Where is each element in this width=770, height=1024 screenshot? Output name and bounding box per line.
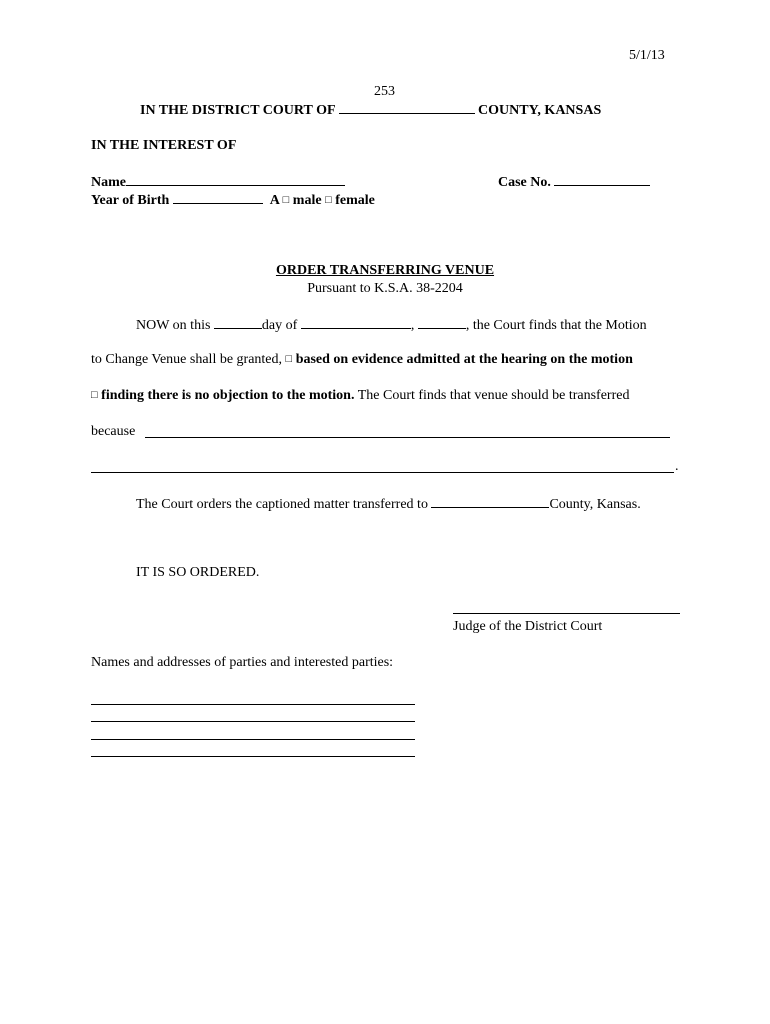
month-blank[interactable] [301,316,411,329]
parties-label: Names and addresses of parties and interested parties: [91,655,394,670]
judge-signature-line[interactable] [453,613,680,614]
parties-line[interactable] [91,704,415,705]
interest-of-label: IN THE INTEREST OF [91,138,237,153]
court-finds: , the Court finds that the Motion [465,318,647,333]
yob-blank[interactable] [173,191,263,204]
female-checkbox[interactable]: □ [325,194,332,206]
name-blank[interactable] [126,173,345,186]
day-of: day of [261,318,298,333]
parties-line[interactable] [91,721,415,722]
case-row [498,173,650,191]
female-label: female [335,193,375,208]
evidence-checkbox[interactable]: □ [285,353,293,365]
because-blank-1[interactable] [145,437,670,438]
orders-line [136,495,641,513]
no-objection-option: finding there is no objection to the motion. [101,388,355,403]
body-line-1 [136,316,647,334]
no-objection-checkbox[interactable]: □ [91,389,98,401]
because-period: . [675,459,679,474]
evidence-option: based on evidence admitted at the hearing on the motion [295,352,633,367]
form-date: 5/1/13 [629,48,665,63]
court-heading [140,101,601,119]
because-label: because [91,424,136,439]
county-blank[interactable] [339,101,475,114]
name-row [91,173,345,191]
change-venue: to Change Venue shall be granted, [91,352,283,367]
case-label: Case No. [498,175,551,190]
yob-row [91,191,375,209]
case-number-blank[interactable] [554,173,650,186]
order-subtitle: Pursuant to K.S.A. 38-2204 [307,281,463,296]
a-label: A [269,193,280,208]
so-ordered: IT IS SO ORDERED. [136,565,260,580]
day-blank[interactable] [214,316,262,329]
court-heading-suffix: COUNTY, KANSAS [478,103,602,118]
year-blank[interactable] [418,316,466,329]
now-on-this: NOW on this [136,318,211,333]
judge-label: Judge of the District Court [453,619,603,634]
order-title: ORDER TRANSFERRING VENUE [275,263,495,278]
comma: , [410,318,415,333]
court-heading-prefix: IN THE DISTRICT COURT OF [140,103,336,118]
yob-label: Year of Birth [91,193,170,208]
male-label: male [292,193,322,208]
because-blank-2[interactable] [91,472,674,473]
male-checkbox[interactable]: □ [282,194,290,206]
transfer-county-blank[interactable] [431,495,549,508]
form-number: 253 [374,84,395,99]
orders-prefix: The Court orders the captioned matter transferred to [136,497,428,512]
body-line-2 [91,352,633,368]
orders-suffix: County, Kansas. [549,497,641,512]
name-label: Name [91,175,126,190]
parties-line[interactable] [91,756,415,757]
venue-transferred: The Court finds that venue should be transferred [357,388,630,403]
body-line-3 [91,388,629,404]
parties-line[interactable] [91,739,415,740]
